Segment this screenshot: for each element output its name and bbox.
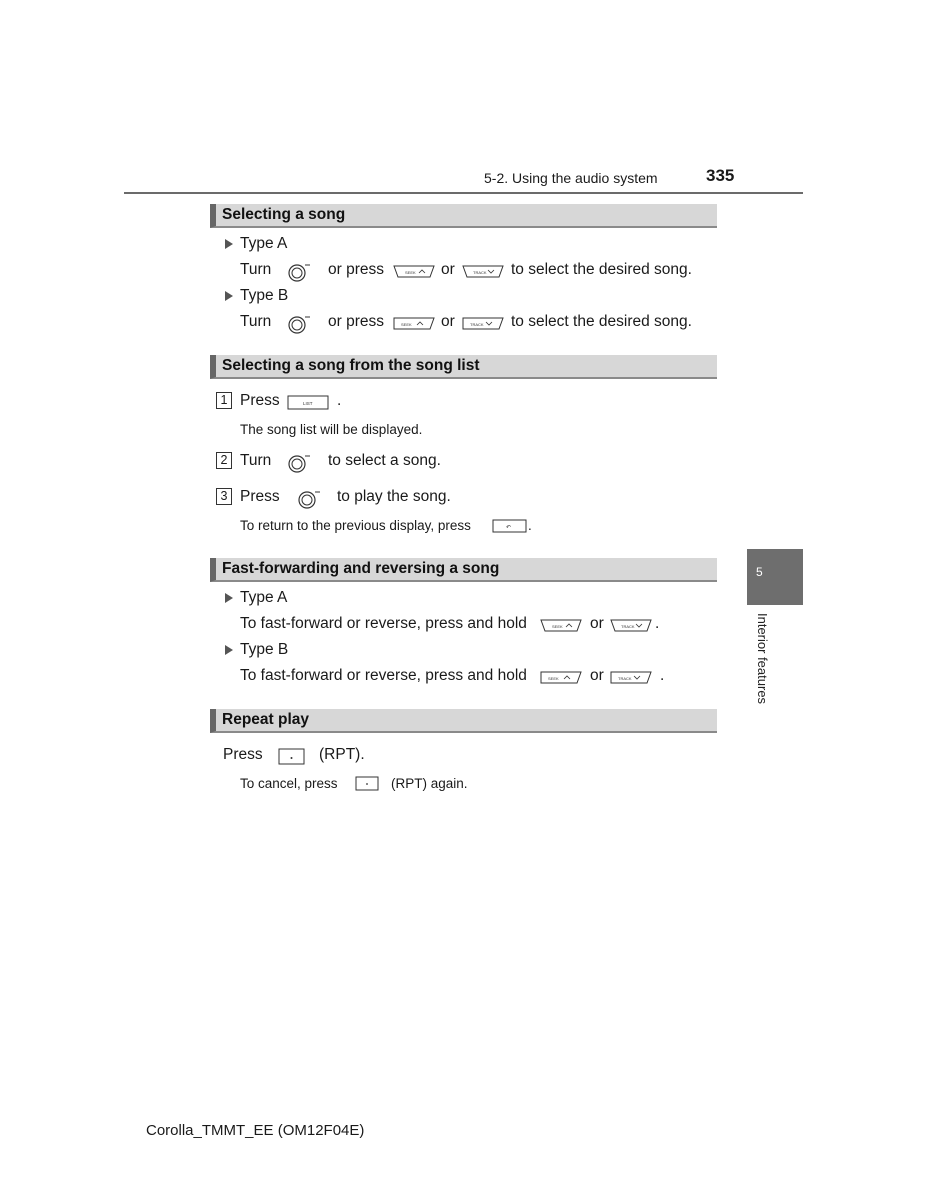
step2-turn-label: Turn (240, 452, 272, 469)
list-button-text: LIST (303, 401, 313, 406)
section-heading-text: Selecting a song from the song list (222, 357, 480, 374)
rpt-label: (RPT). (319, 746, 365, 763)
select-knob-icon (297, 489, 321, 509)
type-b-label: Type B (240, 641, 289, 658)
or-press-label: or press (328, 261, 384, 278)
seek-button-text: SEEK (548, 676, 559, 681)
back-button-icon (492, 519, 528, 533)
seek-up-button-icon (540, 619, 582, 632)
tune-knob-icon (287, 453, 311, 473)
header-section-title: 5-2. Using the audio system (484, 170, 658, 186)
rpt-button-icon (355, 776, 379, 792)
turn-label: Turn (240, 313, 272, 330)
step3-note-period: . (528, 518, 532, 533)
track-button-text: TRACK (621, 624, 635, 629)
track-down-button-type-b-icon (462, 317, 504, 330)
type-b-label: Type B (240, 287, 289, 304)
seek-button-text: SEEK (552, 624, 563, 629)
track-button-text: TRACK (618, 676, 632, 681)
step3-text: to play the song. (337, 488, 451, 505)
footer-doc-id: Corolla_TMMT_EE (OM12F04E) (146, 1122, 365, 1139)
section-heading-repeat-play (210, 709, 717, 733)
cancel-note-end: (RPT) again. (391, 776, 468, 791)
or-label: or (590, 615, 604, 632)
period: . (655, 615, 660, 632)
step1-note: The song list will be displayed. (240, 422, 423, 437)
track-button-text: TRACK (470, 322, 484, 327)
step1-period: . (337, 392, 342, 409)
track-down-button-icon (462, 265, 504, 278)
rpt-button-icon (278, 748, 305, 766)
step3-note: To return to the previous display, press (240, 518, 471, 533)
or-label: or (590, 667, 604, 684)
step2-text: to select a song. (328, 452, 441, 469)
seek-button-text: SEEK (401, 322, 412, 327)
list-button-icon (287, 395, 329, 410)
fast-forward-instruction: To fast-forward or reverse, press and hold (240, 667, 527, 684)
or-label: or (441, 313, 455, 330)
track-down-button-icon (610, 619, 652, 632)
repeat-press-label: Press (223, 746, 263, 763)
bullet-triangle-icon (225, 645, 233, 655)
seek-up-button-type-b-icon (393, 317, 435, 330)
step3-press-label: Press (240, 488, 280, 505)
type-a-label: Type A (240, 589, 288, 606)
track-button-text: TRACK (473, 270, 487, 275)
bullet-triangle-icon (225, 291, 233, 301)
seek-button-text: SEEK (405, 270, 416, 275)
step1-press-label: Press (240, 392, 280, 409)
step-number-3: 3 (216, 488, 232, 505)
or-label: or (441, 261, 455, 278)
section-heading-selecting-song (210, 204, 717, 228)
page-number: 335 (706, 166, 735, 185)
type-a-label: Type A (240, 235, 288, 252)
track-down-button-type-b-icon (610, 671, 652, 684)
period: . (660, 667, 665, 684)
chapter-number: 5 (756, 565, 763, 579)
chapter-title: Interior features (755, 613, 770, 705)
section-heading-text: Fast-forwarding and reversing a song (222, 560, 500, 577)
select-desired-song-text: to select the desired song. (511, 261, 692, 278)
tune-knob-icon (287, 262, 311, 282)
bullet-triangle-icon (225, 239, 233, 249)
section-heading-text: Selecting a song (222, 206, 346, 223)
or-press-label: or press (328, 313, 384, 330)
section-heading-text: Repeat play (222, 711, 310, 728)
turn-label: Turn (240, 261, 272, 278)
step-number-1: 1 (216, 392, 232, 409)
cancel-note-start: To cancel, press (240, 776, 338, 791)
bullet-triangle-icon (225, 593, 233, 603)
seek-up-button-type-b-icon (540, 671, 582, 684)
header-divider (124, 192, 803, 194)
chapter-tab (747, 549, 803, 605)
tune-knob-icon (287, 314, 311, 334)
select-desired-song-text: to select the desired song. (511, 313, 692, 330)
section-heading-fast-forward (210, 558, 717, 582)
back-button-glyph: ↶ (506, 524, 512, 531)
step-number-2: 2 (216, 452, 232, 469)
fast-forward-instruction: To fast-forward or reverse, press and hold (240, 615, 527, 632)
seek-up-button-icon (393, 265, 435, 278)
section-heading-song-list (210, 355, 717, 379)
